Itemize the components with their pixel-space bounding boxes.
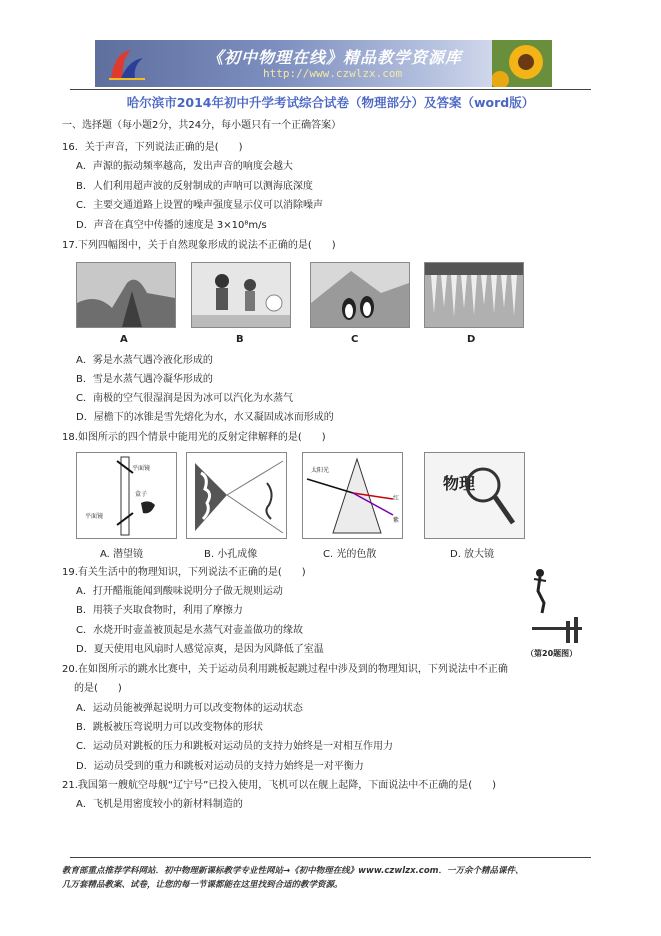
box-label: 盒子 xyxy=(135,491,148,498)
q17-option-d: D．屋檐下的冰锥是雪先熔化为水，水又凝固成冰而形成的 xyxy=(76,412,334,423)
document-title: 哈尔滨市2014年初中升学考试综合试卷（物理部分）及答案（word版） xyxy=(126,95,535,110)
q21-option-a: A．飞机是用密度较小的新材料制造的 xyxy=(76,799,243,810)
icicles-image xyxy=(424,262,524,328)
footer-line-2: 几万套精品教案、试卷，让您的每一节课都能在这里找到合适的教学资源。 xyxy=(62,880,343,890)
fig-20-caption: （第20题图） xyxy=(526,649,578,658)
banner-url[interactable]: http://www.czwlzx.com xyxy=(263,67,403,80)
diving-figure xyxy=(522,567,584,645)
q17-option-c: C．南极的空气很湿润是因为冰可以汽化为水蒸气 xyxy=(76,393,293,404)
q20-option-b: B．跳板被压弯说明力可以改变物体的形状 xyxy=(76,722,263,733)
question-20-stem-line1: 20.在如图所示的跳水比赛中，关于运动员利用跳板起跳过程中涉及到的物理知识，下列说法中不正确 xyxy=(62,664,508,675)
q18-caption-b: B. 小孔成像 xyxy=(204,549,258,560)
mirror-bottom-label: 平面镜 xyxy=(85,513,104,520)
periscope-figure xyxy=(76,452,177,539)
banner-title: 《初中物理在线》精品教学资源库 xyxy=(207,48,463,67)
q19-option-b: B．用筷子夹取食物时，利用了摩擦力 xyxy=(76,605,243,616)
q19-option-a: A．打开醋瓶能闻到酸味说明分子做无规则运动 xyxy=(76,586,283,597)
footer-line-1: 教育部重点推荐学科网站．初中物理新课标教学专业性网站→《初中物理在线》www.czwlzx.com．一万余个精品课件、 xyxy=(62,866,524,876)
footer-divider xyxy=(70,857,591,858)
header-divider xyxy=(70,89,591,90)
q17-option-a: A．雾是水蒸气遇冷液化形成的 xyxy=(76,355,213,366)
q20-option-a: A．运动员能被弹起说明力可以改变物体的运动状态 xyxy=(76,703,303,714)
red-label: 红 xyxy=(393,495,400,502)
header-banner xyxy=(95,40,552,87)
q20-option-d: D．运动员受到的重力和跳板对运动员的支持力始终是一对平衡力 xyxy=(76,761,364,772)
mirror-top-label: 平面镜 xyxy=(132,465,151,472)
q16-option-d: D．声音在真空中传播的速度是 3×10⁸m/s xyxy=(76,220,267,231)
site-logo-icon xyxy=(107,46,147,82)
penguins-image xyxy=(310,262,410,328)
question-21-stem: 21.我国第一艘航空母舰“辽宁号”已投入使用，飞机可以在舰上起降，下面说法中不正确的是( ) xyxy=(62,780,497,791)
snow-scene-image xyxy=(191,262,291,328)
q19-option-c: C．水烧开时壶盖被顶起是水蒸气对壶盖做功的缘故 xyxy=(76,625,303,636)
magnified-word: 物理 xyxy=(443,474,476,493)
section-heading: 一、选择题（每小题2分，共24分，每小题只有一个正确答案） xyxy=(62,120,342,131)
question-17-stem: 17.下列四幅图中，关于自然现象形成的说法不正确的是( ) xyxy=(62,240,336,251)
q19-option-d: D．夏天使用电风扇时人感觉凉爽，是因为风降低了室温 xyxy=(76,644,324,655)
q17-figure-label-a: A xyxy=(120,334,128,345)
q18-caption-a: A. 潜望镜 xyxy=(100,549,144,560)
question-16-stem: 16．关于声音，下列说法正确的是( ) xyxy=(62,142,243,153)
q17-figure-label-b: B xyxy=(236,334,244,345)
q17-figure-label-d: D xyxy=(467,334,476,345)
question-18-stem: 18.如图所示的四个情景中能用光的反射定律解释的是( ) xyxy=(62,432,326,443)
q20-option-c: C．运动员对跳板的压力和跳板对运动员的支持力始终是一对相互作用力 xyxy=(76,741,393,752)
q16-option-b: B．人们利用超声波的反射制成的声呐可以测海底深度 xyxy=(76,181,313,192)
q16-option-c: C．主要交通道路上设置的噪声强度显示仪可以消除噪声 xyxy=(76,200,323,211)
fog-mountain-image xyxy=(76,262,176,328)
q17-option-b: B．雪是水蒸气遇冷凝华形成的 xyxy=(76,374,213,385)
q16-option-a: A．声源的振动频率越高，发出声音的响度会越大 xyxy=(76,161,293,172)
q18-caption-d: D. 放大镜 xyxy=(450,549,495,560)
q18-caption-c: C. 光的色散 xyxy=(323,549,377,560)
sunlight-label: 太阳光 xyxy=(311,467,330,474)
question-19-stem: 19.有关生活中的物理知识，下列说法不正确的是( ) xyxy=(62,567,306,578)
sunflower-icon xyxy=(492,40,552,87)
question-20-stem-line2: 的是( ) xyxy=(74,683,122,694)
q17-figure-label-c: C xyxy=(351,334,359,345)
pinhole-figure xyxy=(186,452,287,539)
magnifier-figure xyxy=(424,452,525,539)
violet-label: 紫 xyxy=(393,517,400,524)
dispersion-figure xyxy=(302,452,403,539)
